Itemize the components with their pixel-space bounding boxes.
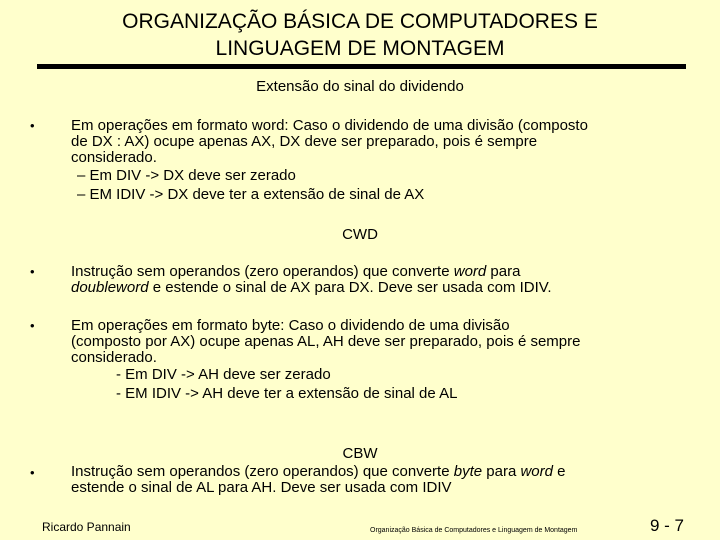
bullet-1-text xyxy=(71,118,681,166)
bullet-icon: • xyxy=(30,118,35,133)
section-subtitle: Extensão do sinal do dividendo xyxy=(256,78,464,95)
bullet-4-em-word: word xyxy=(520,463,553,480)
bullet-3-sub-1: - Em DIV -> AH deve ser zerado xyxy=(116,366,331,383)
bullet-4-text xyxy=(71,464,681,496)
bullet-1-line-2: de DX : AX) ocupe apenas AX, DX deve ser preparado, pois é sempre xyxy=(71,133,538,150)
title-line-1: ORGANIZAÇÃO BÁSICA DE COMPUTADORES E xyxy=(122,10,598,33)
bullet-3-sub-2: - EM IDIV -> AH deve ter a extensão de sinal de AL xyxy=(116,385,458,402)
cbw-label: CBW xyxy=(342,445,378,462)
bullet-2-line-2 xyxy=(71,280,681,296)
bullet-3-line-3: considerado. xyxy=(71,349,157,366)
bullet-3-line-1: Em operações em formato byte: Caso o dividendo de uma divisão xyxy=(71,317,510,334)
cwd-label: CWD xyxy=(342,226,378,243)
bullet-2-text-pre: Instrução sem operandos (zero operandos) que converte xyxy=(71,263,454,280)
bullet-4-text-mid: para xyxy=(482,463,521,480)
bullet-1-line-1: Em operações em formato word: Caso o dividendo de uma divisão (composto xyxy=(71,117,588,134)
page-number: 9 - 7 xyxy=(650,516,685,535)
bullet-4-em-byte: byte xyxy=(453,463,483,480)
bullet-icon: • xyxy=(30,264,35,279)
bullet-1-sub-1: – Em DIV -> DX deve ser zerado xyxy=(77,167,296,184)
bullet-1-line-3: considerado. xyxy=(71,149,157,166)
bullet-icon: • xyxy=(30,318,35,333)
bullet-4-line-1 xyxy=(71,464,681,480)
bullet-3-text xyxy=(71,318,681,366)
footer-course: Organização Básica de Computadores e Linguagem de Montagem xyxy=(370,527,578,534)
bullet-2-text xyxy=(71,264,681,296)
bullet-icon: • xyxy=(30,465,35,480)
bullet-2-text-rest: e estende o sinal de AX para DX. Deve ser usada com IDIV. xyxy=(148,279,552,296)
bullet-3-line-2: (composto por AX) ocupe apenas AL, AH deve ser preparado, pois é sempre xyxy=(71,333,581,350)
bullet-4-text-pre: Instrução sem operandos (zero operandos) que converte xyxy=(71,463,454,480)
bullet-4-line-2: estende o sinal de AL para AH. Deve ser usada com IDIV xyxy=(71,479,452,496)
bullet-2-em-doubleword: doubleword xyxy=(71,279,149,296)
bullet-2-line-1 xyxy=(71,264,681,280)
bullet-2-em-word: word xyxy=(453,263,487,280)
bullet-2-text-post: para xyxy=(486,263,521,280)
title-divider xyxy=(37,64,686,69)
footer-author: Ricardo Pannain xyxy=(42,520,131,534)
slide-title xyxy=(0,8,720,62)
bullet-1-sub-2: – EM IDIV -> DX deve ter a extensão de sinal de AX xyxy=(77,186,425,203)
bullet-4-text-post: e xyxy=(552,463,566,480)
title-line-2: LINGUAGEM DE MONTAGEM xyxy=(215,37,505,60)
